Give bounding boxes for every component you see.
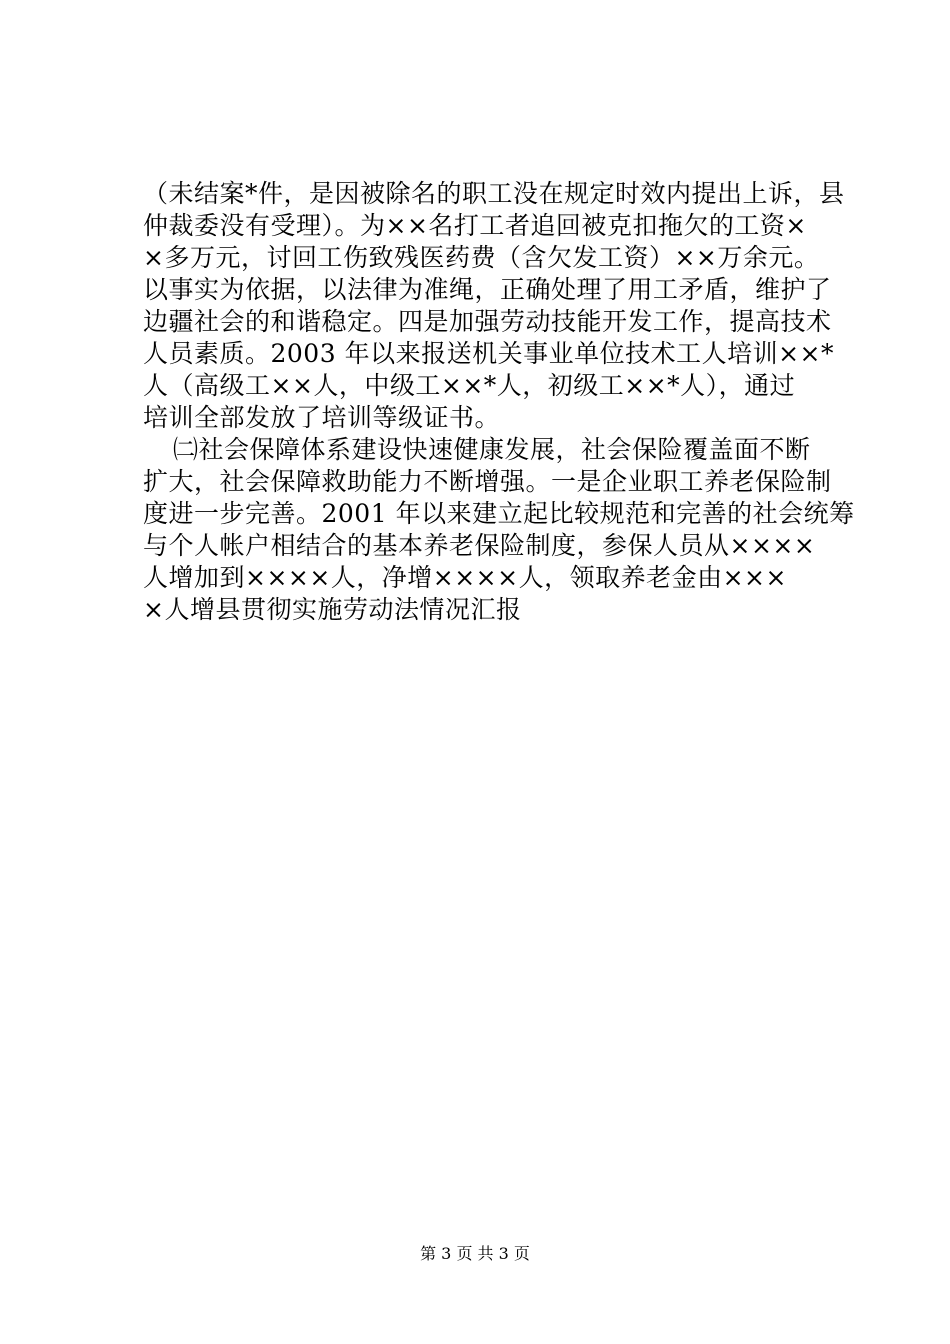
- page-number-footer: 第 3 页 共 3 页: [420, 1244, 530, 1263]
- text-line: 人（高级工××人，中级工××*人，初级工××*人），通过: [143, 371, 796, 400]
- text-line: 度进一步完善。2001 年以来建立起比较规范和完善的社会统筹: [143, 499, 855, 528]
- paragraph-start-line: ㈡社会保障体系建设快速健康发展，社会保险覆盖面不断: [173, 435, 811, 464]
- text-line: 人员素质。2003 年以来报送机关事业单位技术工人培训××*: [143, 339, 834, 368]
- document-body: [143, 178, 855, 626]
- text-line: 扩大，社会保障救助能力不断增强。一是企业职工养老保险制: [143, 467, 832, 496]
- text-line: 以事实为依据，以法律为准绳，正确处理了用工矛盾，维护了: [143, 275, 832, 304]
- text-line: 人增加到××××人，净增××××人，领取养老金由×××: [143, 563, 787, 592]
- text-line: 培训全部发放了培训等级证书。: [143, 403, 501, 432]
- text-line: ×人增县贯彻实施劳动法情况汇报: [143, 595, 522, 624]
- text-line: 仲裁委没有受理）。为××名打工者追回被克扣拖欠的工资×: [143, 211, 807, 240]
- text-line: ×多万元，讨回工伤致残医药费（含欠发工资）××万余元。: [143, 243, 820, 272]
- text-line: 与个人帐户相结合的基本养老保险制度，参保人员从××××: [143, 531, 816, 560]
- text-line: 边疆社会的和谐稳定。四是加强劳动技能开发工作，提高技术: [143, 307, 832, 336]
- text-line: （未结案*件，是因被除名的职工没在规定时效内提出上诉，县: [143, 179, 845, 208]
